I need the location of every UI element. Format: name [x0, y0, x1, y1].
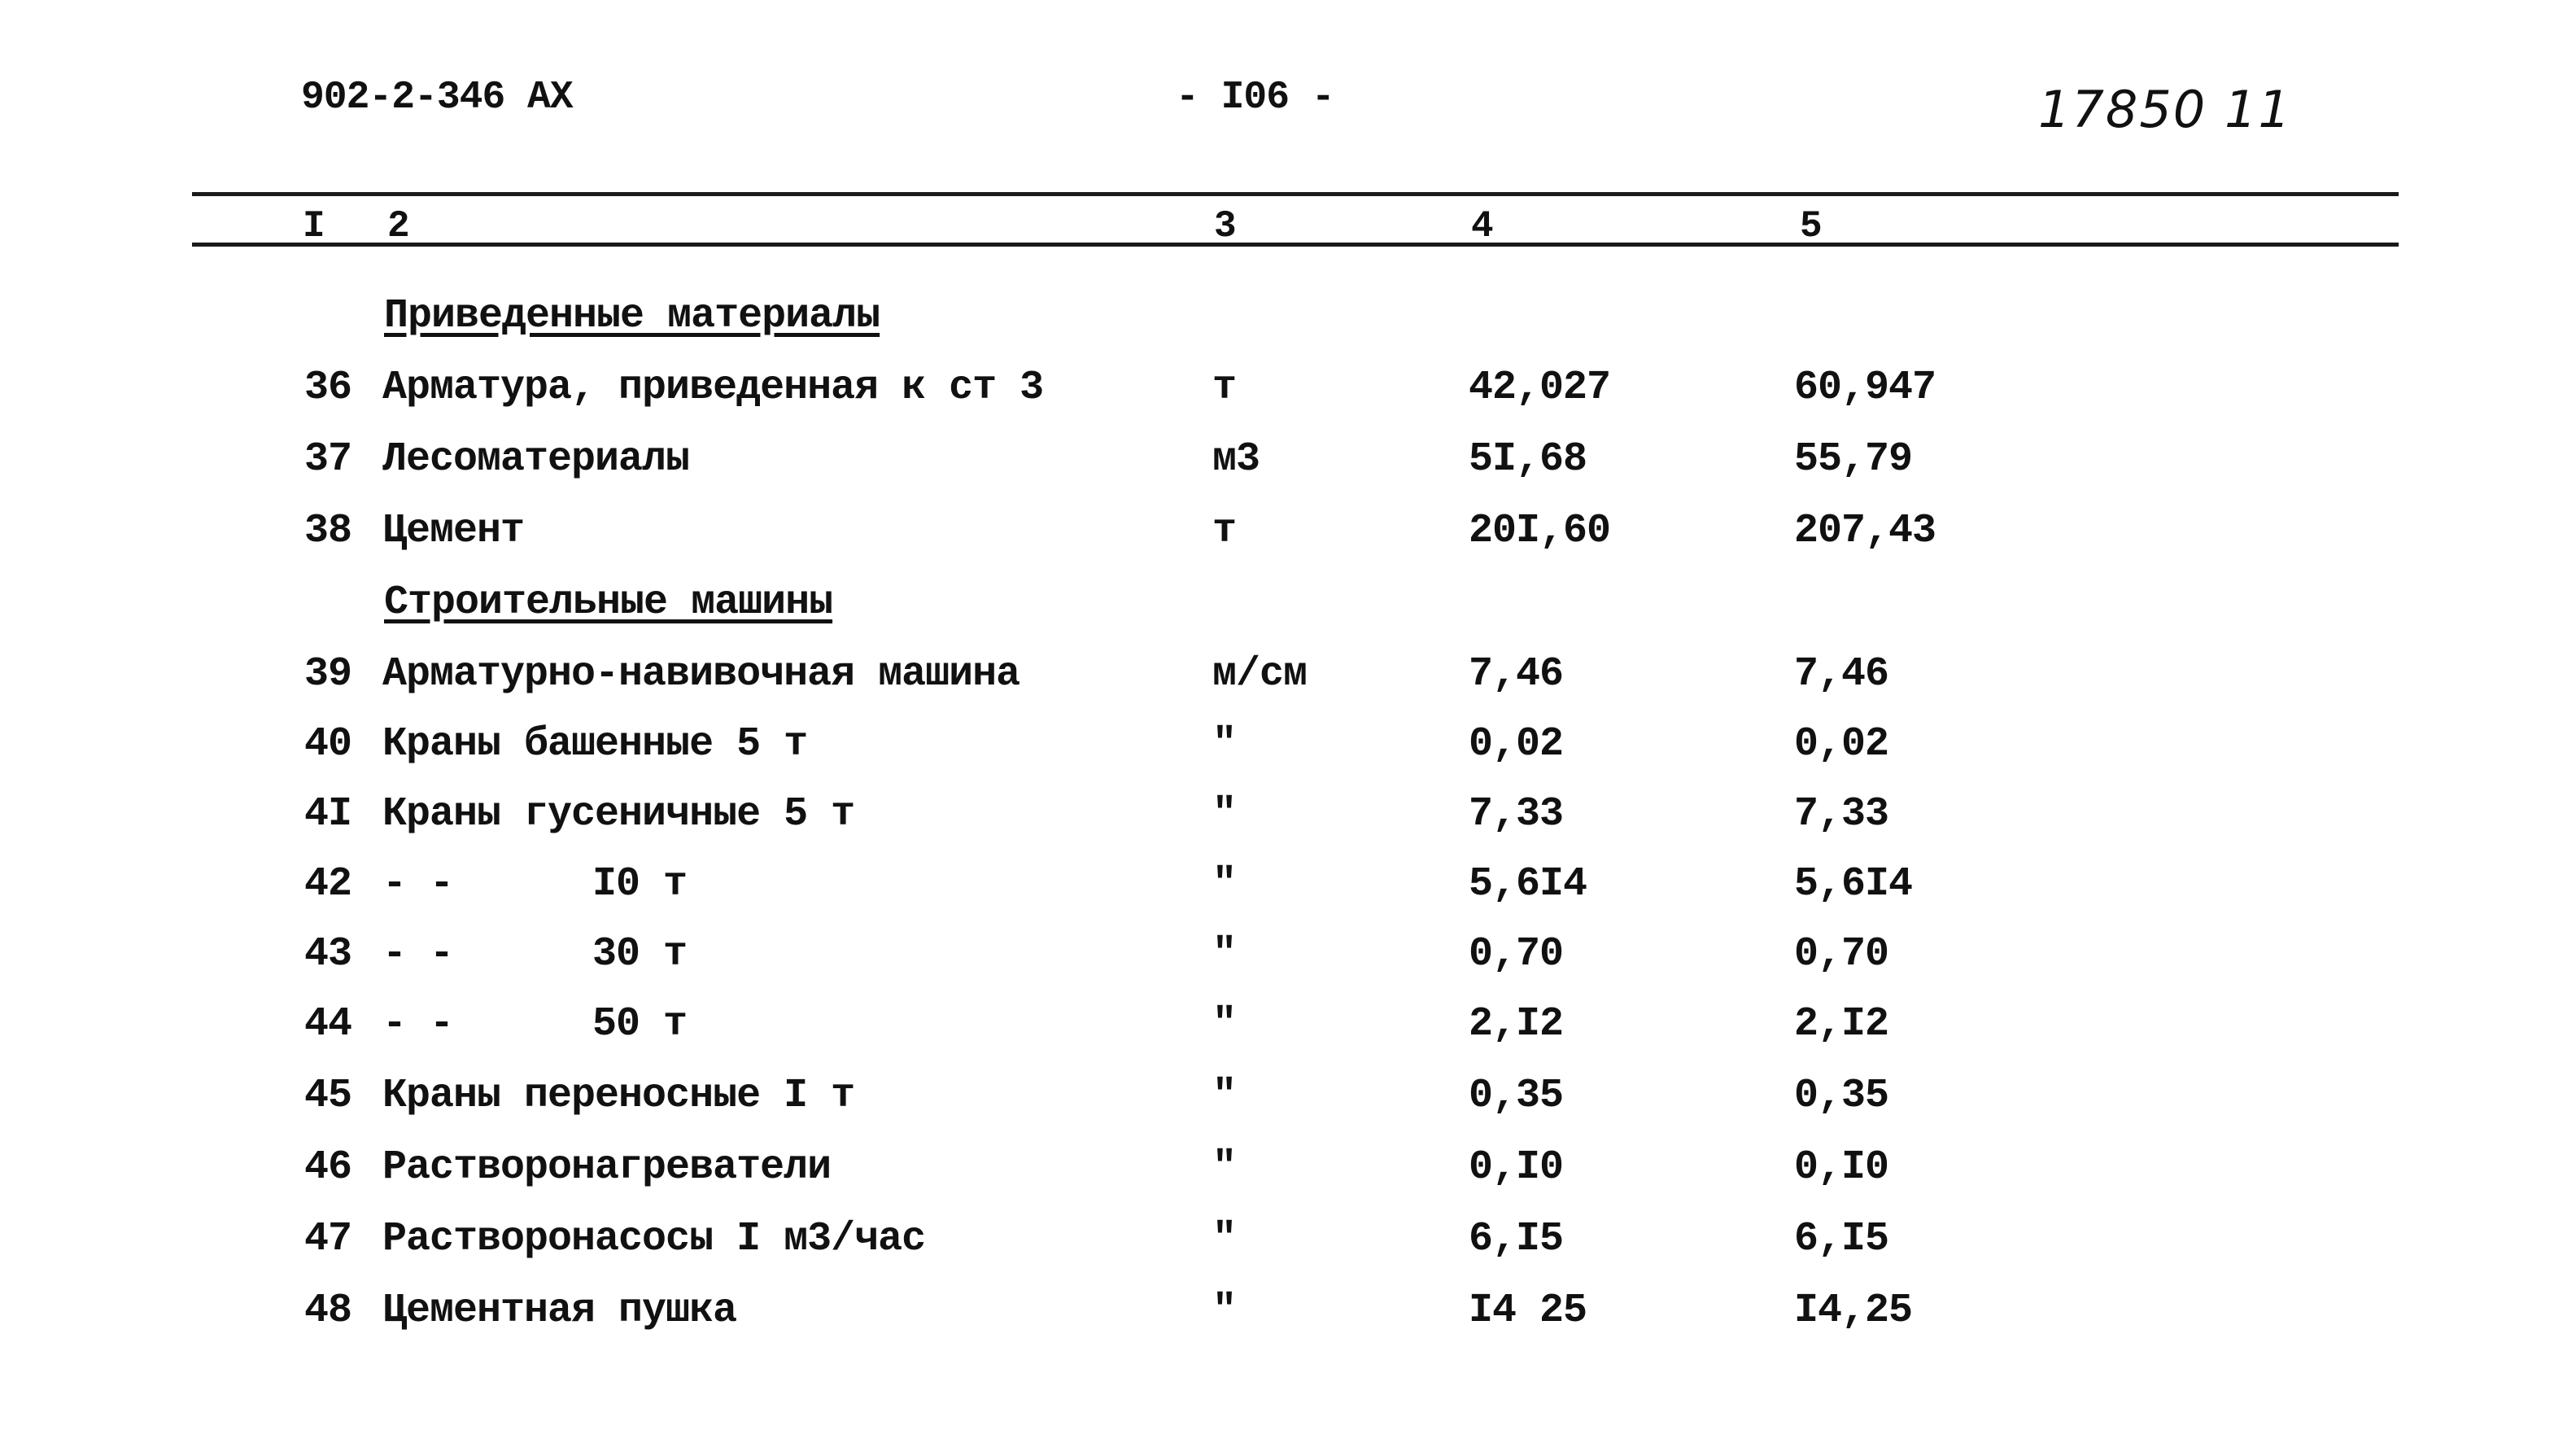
table-row [0, 931, 2576, 996]
row-unit: " [1212, 1288, 1237, 1334]
row-unit: " [1212, 861, 1237, 908]
page-number: - I06 - [1176, 76, 1334, 120]
table-row [0, 508, 2576, 573]
row-name: Растворонагреватели [382, 1144, 832, 1191]
row-name: Цемент [382, 508, 525, 554]
column-header-1: I [303, 205, 325, 247]
column-header-5: 5 [1800, 205, 1823, 247]
row-name: Арматурно-навивочная машина [382, 651, 1020, 698]
column-header-2: 2 [387, 205, 410, 247]
table-row [0, 1001, 2576, 1066]
row-subname: 50 т [592, 1001, 688, 1047]
row-subname: I0 т [592, 861, 688, 908]
table-row [0, 1144, 2576, 1209]
table-row [0, 651, 2576, 716]
table-row [0, 721, 2576, 786]
row-value-col4: 0,70 [1469, 931, 1564, 977]
row-subname: 30 т [592, 931, 688, 977]
row-number: 38 [303, 508, 351, 554]
row-number: 4I [303, 791, 351, 838]
row-value-col4: 6,I5 [1469, 1216, 1564, 1262]
row-number: 36 [303, 365, 351, 411]
row-value-col5: 60,947 [1794, 365, 1936, 411]
table-row [0, 365, 2576, 430]
row-unit: т [1212, 365, 1237, 411]
row-value-col4: I4 25 [1469, 1288, 1587, 1334]
section-title-machines: Строительные машины [384, 579, 833, 626]
table-row [0, 1073, 2576, 1138]
row-name: Краны гусеничные 5 т [382, 791, 855, 838]
row-number: 46 [303, 1144, 351, 1191]
row-number: 42 [303, 861, 351, 908]
handwritten-archive-number: 17850 11 [2038, 80, 2292, 139]
table-top-rule [192, 192, 2399, 196]
row-unit: " [1212, 791, 1237, 838]
row-value-col5: 5,6I4 [1794, 861, 1913, 908]
row-number: 39 [303, 651, 351, 698]
row-value-col5: 6,I5 [1794, 1216, 1889, 1262]
row-unit: " [1212, 1001, 1237, 1047]
row-unit: " [1212, 931, 1237, 977]
section-title-materials: Приведенные материалы [384, 293, 880, 339]
row-name: Цементная пушка [382, 1288, 737, 1334]
row-value-col4: 0,35 [1469, 1073, 1564, 1119]
row-unit: м/см [1212, 651, 1308, 698]
row-unit: т [1212, 508, 1237, 554]
row-number: 40 [303, 721, 351, 768]
row-unit: " [1212, 721, 1237, 768]
row-value-col4: 20I,60 [1469, 508, 1611, 554]
row-name: - - [382, 931, 454, 977]
row-name: - - [382, 1001, 454, 1047]
table-row [0, 1288, 2576, 1353]
row-unit: " [1212, 1216, 1237, 1262]
row-value-col4: 7,33 [1469, 791, 1564, 838]
row-value-col4: 2,I2 [1469, 1001, 1564, 1047]
row-value-col5: 2,I2 [1794, 1001, 1889, 1047]
row-unit: м3 [1212, 436, 1260, 483]
column-header-3: 3 [1214, 205, 1237, 247]
table-header-bottom-rule [192, 243, 2399, 247]
row-value-col5: I4,25 [1794, 1288, 1913, 1334]
row-value-col4: 0,I0 [1469, 1144, 1564, 1191]
row-number: 47 [303, 1216, 351, 1262]
row-name: Лесоматериалы [382, 436, 690, 483]
row-value-col5: 7,33 [1794, 791, 1889, 838]
row-value-col4: 5,6I4 [1469, 861, 1587, 908]
table-row [0, 436, 2576, 501]
row-value-col4: 5I,68 [1469, 436, 1587, 483]
row-name: Краны переносные I т [382, 1073, 855, 1119]
row-unit: " [1212, 1144, 1237, 1191]
row-name: Арматура, приведенная к ст 3 [382, 365, 1044, 411]
row-number: 45 [303, 1073, 351, 1119]
row-unit: " [1212, 1073, 1237, 1119]
row-number: 44 [303, 1001, 351, 1047]
row-name: Растворонасосы I м3/час [382, 1216, 926, 1262]
row-value-col5: 0,70 [1794, 931, 1889, 977]
row-value-col4: 7,46 [1469, 651, 1564, 698]
row-value-col5: 0,35 [1794, 1073, 1889, 1119]
row-number: 48 [303, 1288, 351, 1334]
row-value-col4: 0,02 [1469, 721, 1564, 768]
table-row [0, 791, 2576, 856]
row-name: - - [382, 861, 454, 908]
column-header-4: 4 [1471, 205, 1494, 247]
row-value-col5: 7,46 [1794, 651, 1889, 698]
row-number: 37 [303, 436, 351, 483]
row-value-col5: 0,02 [1794, 721, 1889, 768]
row-value-col4: 42,027 [1469, 365, 1611, 411]
row-value-col5: 55,79 [1794, 436, 1913, 483]
row-value-col5: 207,43 [1794, 508, 1936, 554]
table-row [0, 861, 2576, 926]
document-code: 902-2-346 АХ [301, 76, 573, 120]
row-value-col5: 0,I0 [1794, 1144, 1889, 1191]
row-number: 43 [303, 931, 351, 977]
table-row [0, 1216, 2576, 1281]
row-name: Краны башенные 5 т [382, 721, 808, 768]
